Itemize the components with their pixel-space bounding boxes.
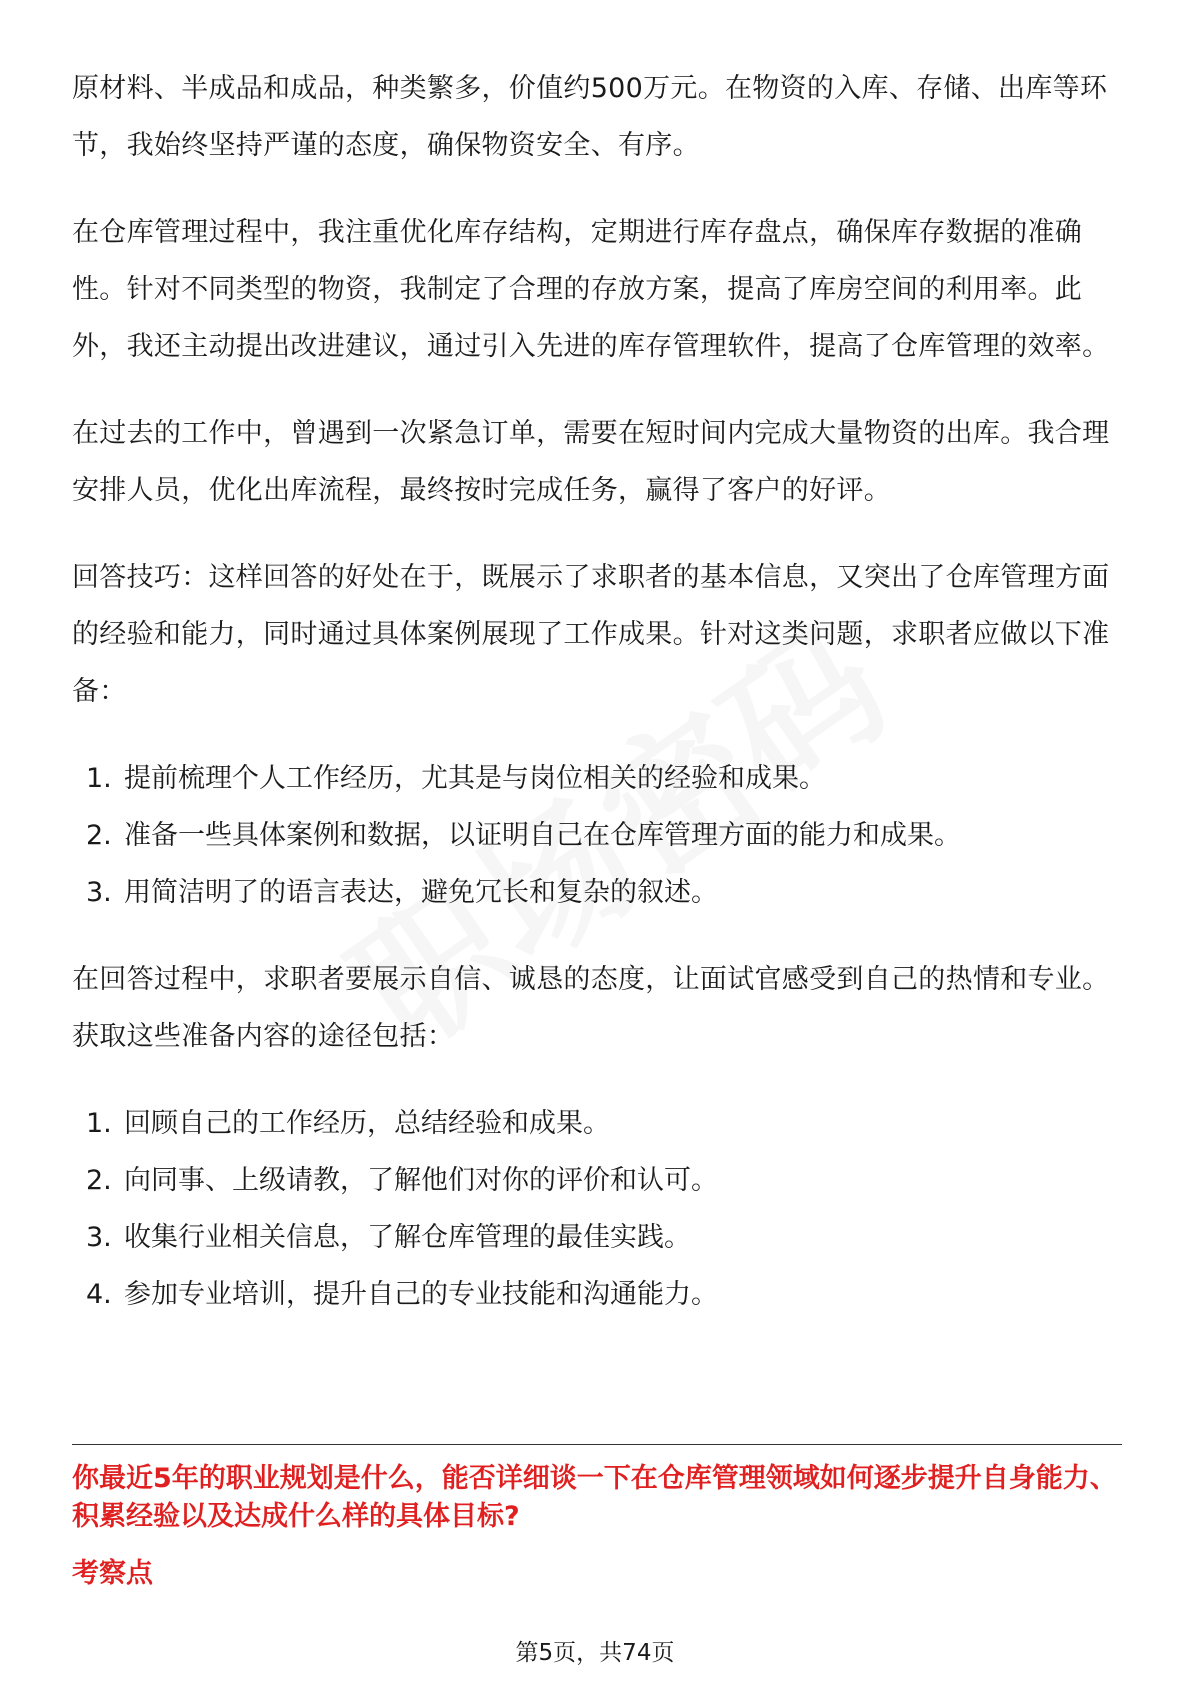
- list-item-text: 用简洁明了的语言表达，避免冗长和复杂的叙述。: [124, 877, 718, 908]
- interview-question: 你最近5年的职业规划是什么，能否详细谈一下在仓库管理领域如何逐步提升自身能力、积累经验以及达成什么样的具体目标?: [72, 1463, 1117, 1532]
- list-item-number: 3.: [86, 877, 112, 908]
- list-item-text: 准备一些具体案例和数据，以证明自己在仓库管理方面的能力和成果。: [124, 820, 961, 851]
- list-item-number: 1.: [86, 763, 112, 794]
- list-item: [72, 750, 1122, 807]
- section-divider: [72, 1444, 1122, 1445]
- list-item: [72, 864, 1122, 921]
- list-item-text: 向同事、上级请教，了解他们对你的评价和认可。: [124, 1165, 718, 1196]
- sources-list: [72, 1095, 1122, 1323]
- list-item-text: 回顾自己的工作经历，总结经验和成果。: [124, 1108, 610, 1139]
- list-item-text: 收集行业相关信息，了解仓库管理的最佳实践。: [124, 1222, 691, 1253]
- list-item: [72, 1266, 1122, 1323]
- preparation-list: [72, 750, 1122, 921]
- assessment-point-heading: 考察点: [72, 1558, 153, 1589]
- page-number: 第5页，共74页: [515, 1640, 675, 1666]
- paragraph-inventory-overview: 原材料、半成品和成品，种类繁多，价值约500万元。在物资的入库、存储、出库等环节，我始终坚持严谨的态度，确保物资安全、有序。: [72, 73, 1108, 161]
- paragraph-attitude: 在回答过程中，求职者要展示自信、诚恳的态度，让面试官感受到自己的热情和专业。获取这些准备内容的途径包括：: [72, 964, 1110, 1052]
- list-item: [72, 1209, 1122, 1266]
- list-item: [72, 807, 1122, 864]
- paragraph-answer-tips: 回答技巧：这样回答的好处在于，既展示了求职者的基本信息，又突出了仓库管理方面的经验和能力，同时通过具体案例展现了工作成果。针对这类问题，求职者应做以下准备：: [72, 562, 1110, 707]
- list-item-number: 2.: [86, 1165, 112, 1196]
- list-item-number: 4.: [86, 1279, 112, 1310]
- list-item: [72, 1152, 1122, 1209]
- paragraph-warehouse-management: 在仓库管理过程中，我注重优化库存结构，定期进行库存盘点，确保库存数据的准确性。针对不同类型的物资，我制定了合理的存放方案，提高了库房空间的利用率。此外，我还主动提出改进建议，通过引入先进的库存管理软件，提高了仓库管理的效率。: [72, 217, 1110, 362]
- list-item-text: 参加专业培训，提升自己的专业技能和沟通能力。: [124, 1279, 718, 1310]
- list-item-number: 2.: [86, 820, 112, 851]
- list-item-number: 3.: [86, 1222, 112, 1253]
- list-item: [72, 1095, 1122, 1152]
- document-body: [72, 60, 1122, 1353]
- paragraph-urgent-order: 在过去的工作中，曾遇到一次紧急订单，需要在短时间内完成大量物资的出库。我合理安排人员，优化出库流程，最终按时完成任务，赢得了客户的好评。: [72, 418, 1110, 506]
- list-item-number: 1.: [86, 1108, 112, 1139]
- list-item-text: 提前梳理个人工作经历，尤其是与岗位相关的经验和成果。: [124, 763, 826, 794]
